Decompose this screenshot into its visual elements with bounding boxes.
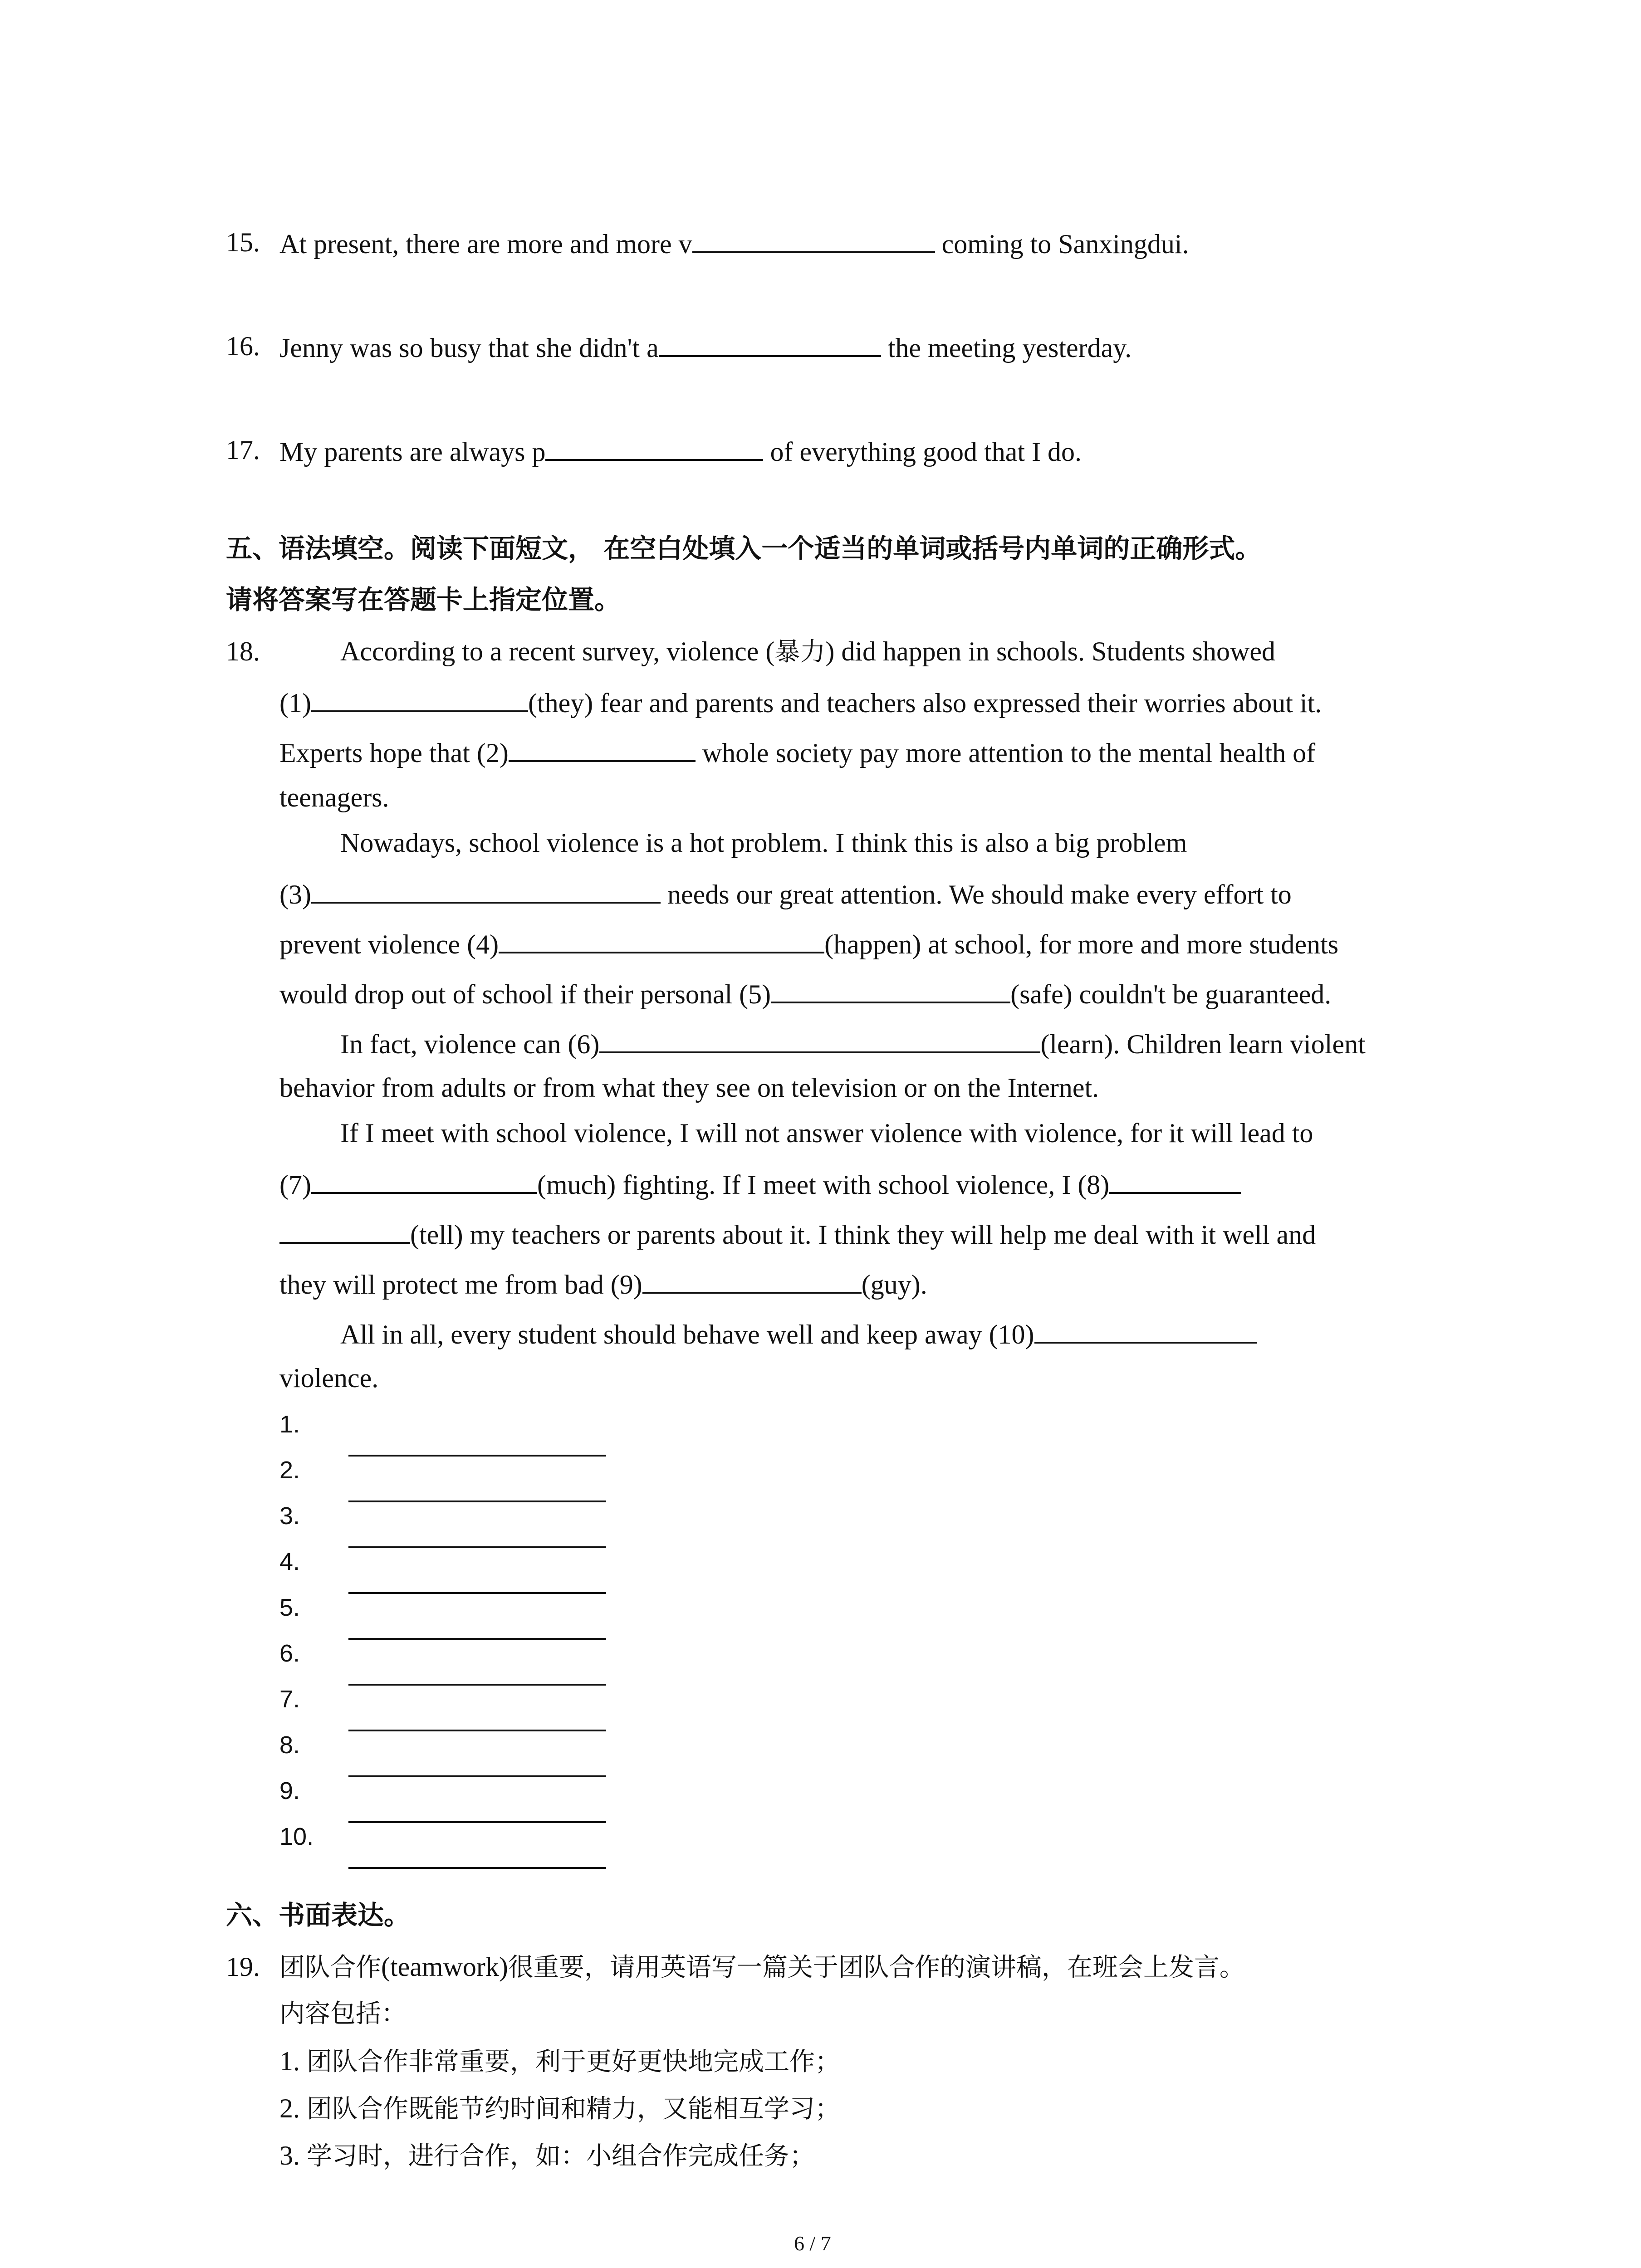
question-18-line-15: All in all, every student should behave well and keep away (10) [340, 1316, 1257, 1351]
content-point-1: 1. 团队合作非常重要，利于更好更快地完成工作； [279, 2046, 840, 2077]
question-18-line-9: In fact, violence can (6) (learn). Children learn violent [340, 1026, 1366, 1061]
question-18-line-5: Nowadays, school violence is a hot problem. I think this is also a big problem [340, 828, 1187, 858]
answer-line-2[interactable] [348, 1501, 606, 1502]
blank-1[interactable] [311, 685, 528, 712]
question-text: At present, there are more and more v [279, 229, 692, 259]
answer-line-8[interactable] [348, 1775, 606, 1777]
answer-number: 7. [279, 1686, 300, 1713]
answer-line-6[interactable] [348, 1684, 606, 1686]
answer-line-5[interactable] [348, 1638, 606, 1640]
blank-5[interactable] [771, 976, 1010, 1003]
answer-number: 5. [279, 1594, 300, 1621]
question-18-line-10: behavior from adults or from what they see on television or on the Internet. [279, 1073, 1099, 1103]
answer-line-7[interactable] [348, 1730, 606, 1731]
blank-9[interactable] [642, 1266, 862, 1294]
answer-line-1[interactable] [348, 1455, 606, 1457]
section-5-heading-2: 请将答案写在答题卡上指定位置。 [226, 584, 621, 615]
answer-number: 2. [279, 1457, 300, 1484]
blank-7[interactable] [311, 1167, 537, 1194]
question-18-line-12: (7) (much) fighting. If I meet with school violence, I (8) [279, 1167, 1241, 1201]
question-text: My parents are always p [279, 437, 546, 467]
question-18-line-2: (1) (they) fear and parents and teachers also expressed their worries about it. [279, 685, 1322, 719]
question-18-line-16: violence. [279, 1363, 379, 1393]
answer-number: 8. [279, 1731, 300, 1759]
answer-number: 10. [279, 1823, 314, 1850]
answer-number: 6. [279, 1640, 300, 1667]
page-number: 6 / 7 [794, 2232, 831, 2255]
question-number: 15. [226, 227, 260, 257]
section-6-heading: 六、书面表达。 [226, 1900, 411, 1931]
answer-number: 4. [279, 1548, 300, 1575]
question-text: Jenny was so busy that she didn't a [279, 333, 659, 363]
question-18-line-13: (tell) my teachers or parents about it. I think they will help me deal with it well and [279, 1217, 1316, 1251]
answer-line-3[interactable] [348, 1546, 606, 1548]
question-number: 19. [226, 1952, 260, 1982]
answer-number: 3. [279, 1502, 300, 1530]
question-18-line-7: prevent violence (4) (happen) at school, for more and more students [279, 926, 1338, 961]
question-number: 16. [226, 331, 260, 361]
question-18-line-6: (3) needs our great attention. We should make every effort to [279, 876, 1292, 911]
answer-line-10[interactable] [348, 1867, 606, 1869]
answer-blank[interactable] [659, 330, 881, 357]
question-18-line-14: they will protect me from bad (9) (guy). [279, 1266, 927, 1301]
answer-line-9[interactable] [348, 1821, 606, 1823]
answer-blank[interactable] [692, 226, 935, 253]
blank-4[interactable] [499, 926, 824, 953]
answer-blank[interactable] [545, 434, 763, 461]
question-18-line-11: If I meet with school violence, I will not answer violence with violence, for it will lead to [340, 1118, 1313, 1148]
question-text: of everything good that I do. [763, 437, 1082, 467]
blank-8b[interactable] [279, 1217, 410, 1244]
content-label: 内容包括： [279, 1999, 407, 2028]
answer-number: 1. [279, 1411, 300, 1438]
question-18-line-8: would drop out of school if their personal (5) (safe) couldn't be guaranteed. [279, 976, 1331, 1011]
blank-6[interactable] [599, 1026, 1040, 1053]
blank-10[interactable] [1034, 1316, 1257, 1344]
blank-3[interactable] [311, 876, 661, 904]
section-5-heading: 五、语法填空。阅读下面短文， 在空白处填入一个适当的单词或括号内单词的正确形式。 [226, 533, 1262, 564]
question-text: coming to Sanxingdui. [935, 229, 1189, 259]
answer-number: 9. [279, 1777, 300, 1804]
question-number: 18. [226, 636, 260, 666]
answer-line-4[interactable] [348, 1592, 606, 1594]
content-point-2: 2. 团队合作既能节约时间和精力，又能相互学习； [279, 2093, 840, 2124]
question-text: the meeting yesterday. [881, 333, 1132, 363]
question-18-line-4: teenagers. [279, 782, 389, 812]
blank-8a[interactable] [1109, 1167, 1241, 1194]
question-number: 17. [226, 435, 260, 465]
content-point-3: 3. 学习时，进行合作，如：小组合作完成任务； [279, 2141, 815, 2171]
question-18-line-3: Experts hope that (2) whole society pay more attention to the mental health of [279, 735, 1315, 769]
blank-2[interactable] [509, 735, 696, 762]
